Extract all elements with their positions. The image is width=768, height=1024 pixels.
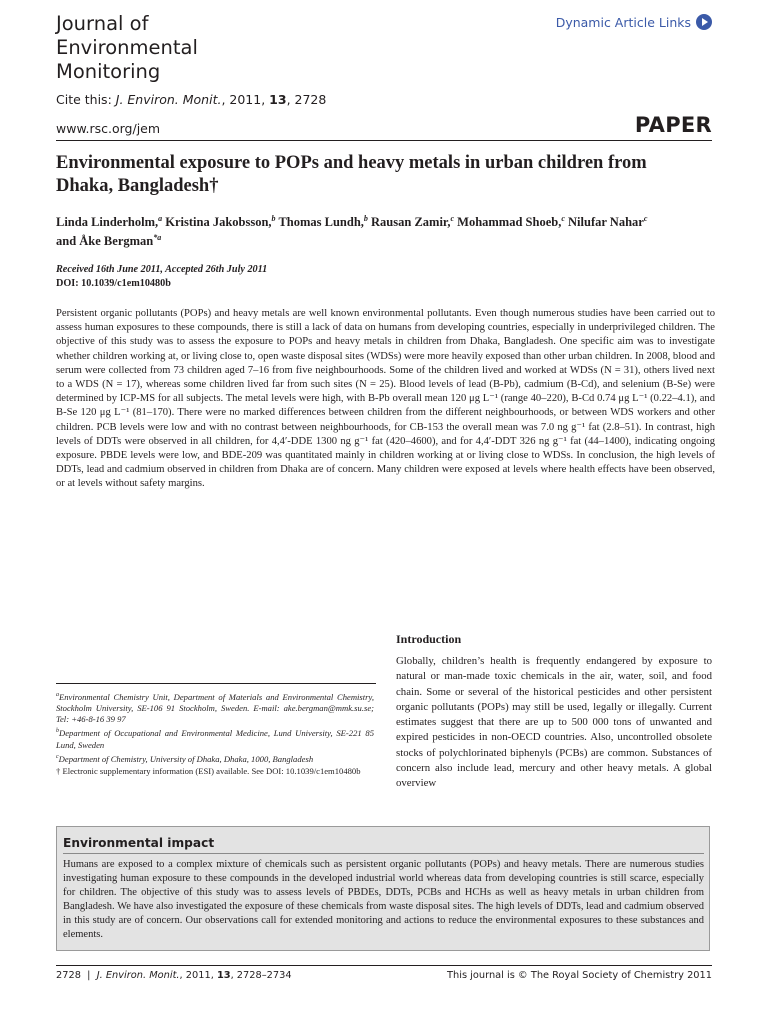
footer-year: , 2011,: [179, 970, 217, 981]
footer-divider: [56, 965, 712, 966]
introduction-text: Globally, children’s health is frequently endangered by exposure to natural or man-made toxic chemicals in the air, water, soil, and food chain. Some or several of the historical pesticides and other persistent organic pollutants (POPs) may still be used, legally or illegally. Current estimates suggest that there are up to 500 000 tons of unwanted and expired pesticides in non-OECD countries. Also, uncontrolled obsolete stocks of polychlorinated biphenyls (PCBs) are common. Substances of concern also include lead, mercury and other heavy metals. A global overview: [396, 655, 712, 790]
author-name: and Åke Bergman: [56, 234, 154, 249]
affiliation-mark: c: [56, 753, 59, 760]
footer-citation: [56, 970, 292, 981]
environmental-impact-text: Humans are exposed to a complex mixture of chemicals such as persistent organic pollutants (POPs) and heavy metals. There are numerous studies investigating human exposure to these compounds in the developed industrial world whereas data from developing countries is still scarce, especially for children. The objective of this study was to assess levels of PBDEs, DDTs, PCBs and HCHs as well as heavy metals in urban children from Bangladesh. We have also investigated the exposure of these chemicals from waste disposal sites. The high levels of DDTs, lead and cadmium observed in this study are of concern. Our observations call for extended monitoring and actions to reduce the environmental exposures to these substances and elements.: [63, 859, 704, 940]
journal-website-link[interactable]: www.rsc.org/jem: [56, 121, 161, 136]
cite-pages: , 2728: [286, 92, 327, 107]
esi-note[interactable]: † Electronic supplementary information (ESI) available. See DOI: 10.1039/c1em10480b: [56, 765, 361, 776]
affiliation-mark: a: [56, 692, 59, 698]
footer-copyright: This journal is © The Royal Society of Chemistry 2011: [447, 970, 712, 981]
author-name: Rausan Zamir,: [371, 215, 451, 230]
affiliations: [56, 690, 374, 777]
journal-title-line: Monitoring: [56, 60, 161, 83]
footer-journal: J. Environ. Monit.: [96, 970, 180, 981]
author-affiliation-mark: a: [158, 214, 163, 223]
abstract: Persistent organic pollutants (POPs) and heavy metals are well known environmental pollutants. Even though numerous studies have been carried out to assess human exposures to these compounds, there is still a lack of data on humans from developing countries, especially in underprivileged children. The objective of this study was to assess the exposure to POPs and heavy metals in children from Dhaka, Bangladesh. One specific aim was to investigate whether children working at, or living close to, open waste disposal sites (WDSs) were more heavily exposed than other urban children. In 2008, blood and serum were collected from 73 children aged 7–16 from five neighbourhoods. Some of the children lived and worked at WDSs (N = 31), others lived next to a WDS (N = 17), whereas some children lived far from such sites (N = 25). Blood levels of lead (B-Pb), cadmium (B-Cd), and selenium (B-Se) were determined by ICP-MS for all subjects. The metal levels were high, with B-Pb overall mean 120 μg L⁻¹ (range 40–220), B-Cd 0.74 μg L⁻¹ (0.22–4.1), and B-Se 120 μg L⁻¹ (81–170). There were no marked differences between children from the different neighbourhoods, or between WDS workers and other children. PCB levels were low and with no contrast between neighbourhoods, for CB-153 the overall mean was 7.0 ng g⁻¹ fat (2.8–51). In contrast, high levels of DDTs were observed in all children, for 4,4′-DDE 1300 ng g⁻¹ fat (420–4600), and for 4,4′-DDT 326 ng g⁻¹ fat (44–1400), indicating ongoing exposure. PBDE levels were low, and BDE-209 was quantitated mainly in children working at or living close to WDSs. In conclusion, the high levels of DDTs, lead and cadmium observed in children from Dhaka are of concern. Many children were exposed at levels where health effects have been observed, or at levels without safety margins.: [56, 308, 716, 490]
author-name: Mohammad Shoeb,: [457, 215, 562, 230]
environmental-impact-divider: [63, 853, 704, 854]
author-list: [56, 211, 716, 249]
introduction-heading: Introduction: [396, 632, 462, 646]
affiliation-item: [56, 752, 374, 765]
author-affiliation-mark: b: [363, 214, 368, 223]
footer-page-number: 2728: [56, 970, 81, 981]
author-name: Kristina Jakobsson,: [165, 215, 272, 230]
dynamic-article-links-label[interactable]: Dynamic Article Links: [555, 14, 691, 30]
cite-volume: 13: [269, 92, 287, 107]
affiliation-mark: b: [56, 728, 59, 735]
author-affiliation-mark: c: [450, 214, 455, 223]
footer-separator: |: [80, 970, 97, 981]
article-title: [56, 152, 716, 198]
article-title-line: Environmental exposure to POPs and heavy metals in urban children from: [56, 153, 647, 173]
journal-title-line: Journal of: [56, 12, 149, 35]
footer-pages: , 2728–2734: [230, 970, 292, 981]
affiliation-item: [56, 690, 374, 725]
affiliation-text: Environmental Chemistry Unit, Department of Materials and Environmental Chemistry, Stockholm University, SE-106 91 Stockholm, Sweden. E-mail: ake.bergman@mmk.su.se; Tel: +46-8-16 39 97: [56, 691, 374, 725]
doi-link[interactable]: DOI: 10.1039/c1em10480b: [56, 278, 171, 289]
play-arrow-icon[interactable]: [696, 14, 712, 30]
author-affiliation-mark: b: [271, 214, 276, 223]
footer-volume: 13: [216, 970, 231, 981]
author-affiliation-mark: *a: [153, 233, 162, 243]
affiliation-text: Department of Chemistry, University of Dhaka, Dhaka, 1000, Bangladesh: [58, 753, 314, 764]
article-title-line: Dhaka, Bangladesh†: [56, 176, 219, 196]
citation-line: [56, 92, 326, 107]
cite-year: , 2011,: [221, 92, 270, 107]
footnote-divider: [56, 683, 376, 684]
header-divider: [56, 140, 712, 141]
journal-title: [56, 12, 296, 84]
author-name: Thomas Lundh,: [278, 215, 364, 230]
journal-title-line: Environmental: [56, 36, 198, 59]
affiliation-text: Department of Occupational and Environmental Medicine, Lund University, SE-221 85 Lund, Sweden: [56, 728, 374, 750]
author-affiliation-mark: c: [561, 214, 565, 223]
author-name: Linda Linderholm,: [56, 215, 159, 230]
article-type-label: PAPER: [634, 113, 712, 137]
dynamic-article-links[interactable]: [556, 14, 712, 30]
author-name: Nilufar Nahar: [568, 215, 644, 230]
author-affiliation-mark: c: [643, 214, 648, 223]
environmental-impact-title: Environmental impact: [63, 836, 215, 850]
received-accepted-dates: Received 16th June 2011, Accepted 26th July 2011: [56, 264, 268, 275]
cite-prefix: Cite this:: [56, 92, 116, 107]
affiliation-item: [56, 726, 374, 750]
cite-journal: J. Environ. Monit.: [115, 92, 222, 107]
